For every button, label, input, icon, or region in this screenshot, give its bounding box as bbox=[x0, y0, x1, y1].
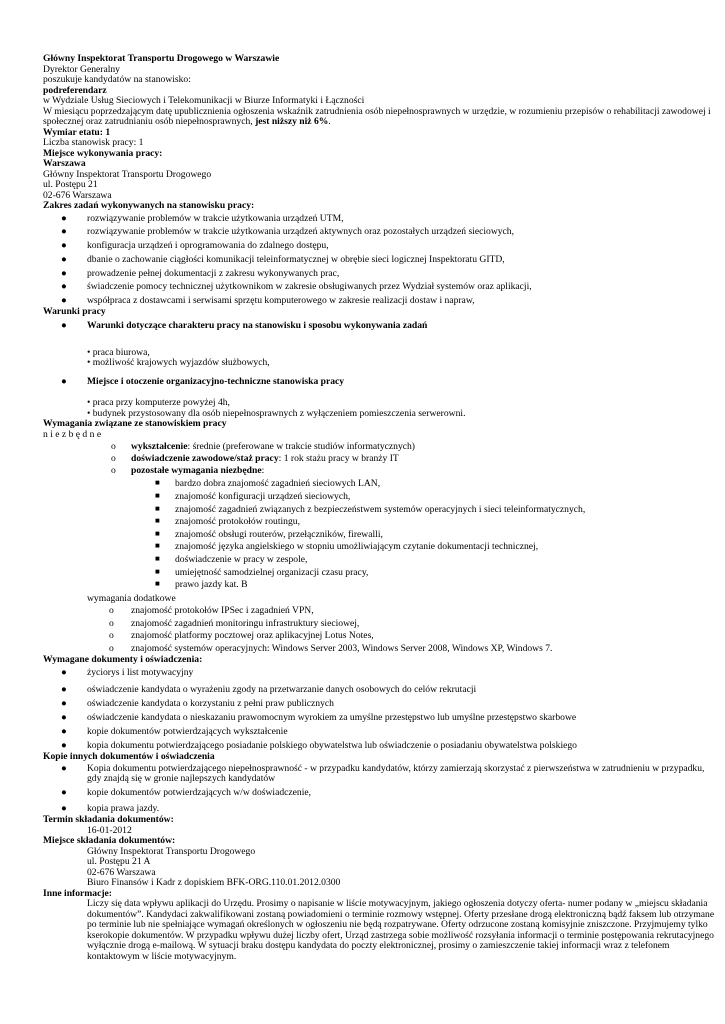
duty-text: rozwiązywanie problemów w trakcie użytkowania urządzeń aktywnych oraz pozostałych urządzeń sieciowych, bbox=[87, 226, 515, 238]
additional-list bbox=[43, 606, 683, 655]
list-item bbox=[43, 713, 683, 727]
circle-bullet-icon: o bbox=[109, 617, 114, 629]
bullet-icon: ● bbox=[61, 787, 67, 799]
submit-line-1: Główny Inspektorat Transportu Drogowego bbox=[87, 845, 256, 857]
location-line-1: Główny Inspektorat Transportu Drogowego bbox=[43, 168, 212, 180]
location-line-3: 02-676 Warszawa bbox=[43, 189, 112, 201]
square-bullet-icon: ■ bbox=[155, 541, 160, 551]
list-item bbox=[43, 644, 683, 655]
list-item bbox=[43, 668, 683, 685]
education-label: wykształcenie bbox=[131, 441, 188, 453]
square-bullet-icon: ■ bbox=[155, 490, 160, 500]
job-posting-document bbox=[43, 53, 715, 962]
spacer bbox=[43, 335, 683, 348]
experience-value: : 1 rok stażu pracy w branży IT bbox=[278, 453, 399, 465]
documents-label: Wymagane dokumenty i oświadczenia: bbox=[43, 653, 203, 665]
bullet-icon: ● bbox=[61, 281, 67, 293]
bullet-icon: ● bbox=[61, 253, 67, 265]
requirement-text: znajomość konfiguracji urządzeń sieciowych, bbox=[175, 490, 351, 502]
circle-bullet-icon: o bbox=[109, 630, 114, 642]
conditions-label: Warunki pracy bbox=[43, 306, 106, 318]
submit-line-4: Biuro Finansów i Kadr z dopiskiem BFK-ORG.110.01.2012.0300 bbox=[87, 877, 341, 889]
duty-text: prowadzenie pełnej dokumentacji z zakresu wykonywanych prac, bbox=[87, 267, 340, 279]
other-info-line: dokumentów”. Kandydaci zakwalifikowani zostaną powiadomieni o terminie rozmowy wstępnej. Oferty przesłane drogą elektroniczną bądź faksem lub otrzymane bbox=[87, 908, 715, 920]
requirement-text: znajomość systemów operacyjnych: Windows Server 2003, Windows Server 2008, Windows XP, Windows 7. bbox=[131, 642, 553, 654]
list-item bbox=[43, 727, 683, 741]
duty-text: rozwiązywanie problemów w trakcie użytkowania urządzeń UTM, bbox=[87, 212, 344, 224]
square-bullet-icon: ■ bbox=[155, 579, 160, 589]
square-bullet-icon: ■ bbox=[155, 566, 160, 576]
requirement-text: bardzo dobra znajomość zagadnień sieciowych LAN, bbox=[175, 478, 381, 490]
list-item bbox=[43, 542, 683, 555]
requirement-text: znajomość języka angielskiego w stopniu umożliwiającym czytanie dokumentacji technicznej, bbox=[175, 541, 539, 553]
square-bullet-icon: ■ bbox=[155, 503, 160, 513]
requirement-text: znajomość protokołów routingu, bbox=[175, 516, 300, 528]
list-item bbox=[43, 227, 683, 241]
requirements-label: Wymagania związane ze stanowiskiem pracy bbox=[43, 418, 227, 430]
other-info-line: wyłącznie drogą e-mailową. W sytuacji braku dostępu kandydata do poczty elektronicznej, prosimy o zamieszczenie takiej informacji wraz z telefonem bbox=[87, 940, 670, 952]
list-item bbox=[43, 788, 683, 804]
bullet-icon: ● bbox=[61, 726, 67, 738]
duties-list bbox=[43, 214, 683, 308]
deadline-date: 16-01-2012 bbox=[87, 824, 132, 836]
square-bullet-icon: ■ bbox=[155, 528, 160, 538]
requirement-text: znajomość zagadnień monitoringu infrastruktury sieciowej, bbox=[131, 617, 360, 629]
other-doc-text: Kopia dokumentu potwierdzającego niepełnosprawność - w przypadku kandydatów, którzy zamierzają skorzystać z pierwszeństwa w zatrudnieniu w przypadku, bbox=[87, 762, 705, 774]
other-info-line: kontaktowym w liście motywacyjnym. bbox=[87, 950, 237, 962]
bullet-icon: ● bbox=[61, 803, 67, 815]
condition-item: • praca biurowa, bbox=[87, 346, 150, 358]
other-info-line: Liczy się data wpływu aplikacji do Urzędu. Prosimy o napisanie w liście motywacyjnym, jakiego ogłoszenia dotyczy oferta- numer podany w „miejscu składania bbox=[87, 898, 708, 910]
required-label: n i e z b ę d n e bbox=[43, 428, 102, 440]
other-docs-list bbox=[43, 762, 705, 816]
director: Dyrektor Generalny bbox=[43, 63, 120, 75]
submit-line-3: 02-676 Warszawa bbox=[87, 866, 156, 878]
bullet-icon: ● bbox=[61, 267, 67, 279]
location-city: Warszawa bbox=[43, 158, 86, 169]
list-item bbox=[43, 296, 683, 307]
other-doc-text: kopie dokumentów potwierdzających w/w doświadczenie, bbox=[87, 787, 312, 799]
requirement-text: znajomość obsługi routerów, przełączników, firewalli, bbox=[175, 528, 383, 540]
work-time-label: Wymiar etatu: 1 bbox=[43, 126, 111, 138]
document-text: życiorys i list motywacyjny bbox=[87, 667, 194, 679]
conditions-heading-2 bbox=[43, 377, 683, 391]
disability-text: społecznej oraz zatrudnianiu osób niepełnosprawnych, bbox=[43, 116, 256, 127]
square-bullet-icon: ■ bbox=[155, 516, 160, 526]
duty-text: współpraca z dostawcami i serwisami sprzętu komputerowego w zakresie realizacji dostaw i napraw, bbox=[87, 295, 475, 307]
position-title: podreferendarz bbox=[43, 84, 107, 96]
heading-text: Warunki dotyczące charakteru pracy na stanowisku i sposobu wykonywania zadań bbox=[87, 319, 428, 331]
list-item bbox=[43, 699, 683, 713]
other-requirements-label: pozostałe wymagania niezbędne bbox=[131, 465, 262, 477]
list-item bbox=[43, 282, 683, 296]
requirement-text: prawo jazdy kat. B bbox=[175, 579, 248, 591]
document-text: oświadczenie kandydata o nieskazaniu prawomocnym wyrokiem za umyślne przestępstwo lub umyślne przestępstwo skarbowe bbox=[87, 712, 577, 724]
heading-text: Miejsce i otoczenie organizacyjno-techniczne stanowiska pracy bbox=[87, 375, 345, 387]
other-info-line: po terminie lub nie spełniające wymagań określonych w ogłoszeniu nie będą rozpatrywane. Oferty odrzucone zostaną komisyjnie zniszczone. Przyjmujemy tylko bbox=[87, 919, 708, 931]
department: w Wydziale Usług Sieciowych i Telekomunikacji w Biurze Informatyki i Łączności bbox=[43, 95, 365, 106]
disability-end: . bbox=[328, 116, 331, 127]
conditions-section-2 bbox=[43, 377, 683, 391]
requirement-text: znajomość zagadnień związanych z bezpieczeństwem systemów operacyjnych i sieci teleinformatycznych, bbox=[175, 503, 586, 515]
list-item bbox=[43, 214, 683, 228]
requirement-text: doświadczenie w pracy w zespole, bbox=[175, 553, 308, 565]
other-info-label: Inne informacje: bbox=[43, 887, 113, 899]
document-text: kopie dokumentów potwierdzających wykształcenie bbox=[87, 726, 288, 738]
positions-count: Liczba stanowisk pracy: 1 bbox=[43, 137, 144, 148]
list-item bbox=[43, 685, 683, 699]
document-text: kopia dokumentu potwierdzającego posiadanie polskiego obywatelstwa lub oświadczenie o posiadaniu obywatelstwa polskiego bbox=[87, 740, 577, 752]
bullet-icon: ● bbox=[61, 375, 67, 387]
bullet-icon: ● bbox=[61, 226, 67, 238]
condition-item: • możliwość krajowych wyjazdów służbowych, bbox=[87, 357, 270, 369]
required-list bbox=[43, 442, 683, 478]
list-item bbox=[43, 741, 683, 752]
other-info-line: kserokopie dokumentów. W przypadku wpływu dużej liczby ofert, Urząd zastrzega sobie możliwość rozsyłania informacji o terminie postępowania rekrutacyjnego bbox=[87, 929, 714, 941]
square-bullet-icon: ■ bbox=[155, 553, 160, 563]
condition-item: • praca przy komputerze powyżej 4h, bbox=[87, 397, 230, 409]
bullet-icon: ● bbox=[61, 762, 67, 774]
circle-bullet-icon: o bbox=[111, 465, 116, 477]
document-text: oświadczenie kandydata o korzystaniu z pełni praw publicznych bbox=[87, 698, 334, 710]
list-item bbox=[43, 255, 683, 269]
list-item bbox=[43, 762, 705, 775]
documents-list bbox=[43, 668, 683, 752]
list-item bbox=[43, 479, 683, 492]
bullet-icon: ● bbox=[61, 698, 67, 710]
disability-line-1: W miesiącu poprzedzającym datę upublicznienia ogłoszenia wskaźnik zatrudnienia osób niepełnosprawnych w urzędzie, w rozumieniu przepisów o rehabilitacji zawodowej i bbox=[43, 105, 711, 117]
requirement-text: umiejętność samodzielnej organizacji czasu pracy, bbox=[175, 566, 369, 578]
list-item bbox=[43, 466, 683, 478]
other-doc-text: kopia prawa jazdy. bbox=[87, 803, 160, 815]
bullet-icon: ● bbox=[61, 740, 67, 752]
other-docs-label: Kopie innych dokumentów i oświadczenia bbox=[43, 751, 215, 763]
bullet-icon: ● bbox=[61, 712, 67, 724]
duties-label: Zakres zadań wykonywanych na stanowisku pracy: bbox=[43, 200, 255, 211]
list-item bbox=[43, 241, 683, 255]
duty-text: konfiguracja urządzeń i oprogramowania do zdalnego dostępu, bbox=[87, 240, 329, 252]
circle-bullet-icon: o bbox=[109, 605, 114, 617]
additional-label: wymagania dodatkowe bbox=[87, 592, 176, 604]
experience-label: doświadczenie zawodowe/staż pracy bbox=[131, 453, 279, 465]
deadline-label: Termin składania dokumentów: bbox=[43, 814, 174, 826]
document-text: oświadczenie kandydata o wyrażeniu zgody na przetwarzanie danych osobowych do celów rekrutacji bbox=[87, 684, 477, 696]
circle-bullet-icon: o bbox=[111, 453, 116, 465]
bullet-icon: ● bbox=[61, 212, 67, 224]
submit-place-label: Miejsce składania dokumentów: bbox=[43, 835, 176, 847]
location-label: Miejsce wykonywania pracy: bbox=[43, 147, 163, 159]
list-item bbox=[43, 505, 683, 518]
seeks-text: poszukuje kandydatów na stanowisko: bbox=[43, 74, 191, 85]
conditions-heading-1 bbox=[43, 321, 683, 335]
bullet-icon: ● bbox=[61, 319, 67, 331]
disability-line-2 bbox=[43, 117, 683, 128]
list-item bbox=[43, 580, 683, 593]
bullet-icon: ● bbox=[61, 295, 67, 307]
circle-bullet-icon: o bbox=[111, 441, 116, 453]
bullet-icon: ● bbox=[61, 240, 67, 252]
requirement-text: znajomość platformy pocztowej oraz aplikacyjnej Lotus Notes, bbox=[131, 630, 374, 642]
bullet-icon: ● bbox=[61, 684, 67, 696]
circle-bullet-icon: o bbox=[109, 642, 114, 654]
condition-item: • budynek przystosowany dla osób niepełnosprawnych z wyłączeniem pomieszczenia serwerowni. bbox=[87, 407, 466, 419]
conditions-section-1 bbox=[43, 321, 683, 335]
duty-text: świadczenie pomocy technicznej użytkownikom w zakresie obsługiwanych przez Wydział systemów oraz aplikacji, bbox=[87, 281, 532, 293]
other-requirements-list bbox=[43, 479, 683, 592]
list-item bbox=[43, 804, 683, 815]
org-name: Główny Inspektorat Transportu Drogowego w Warszawie bbox=[43, 53, 280, 64]
list-item bbox=[43, 568, 683, 581]
submit-line-2: ul. Postępu 21 A bbox=[87, 856, 151, 868]
bullet-icon: ● bbox=[61, 667, 67, 679]
duty-text: dbanie o zachowanie ciągłości komunikacji teleinformatycznej w obrębie sieci logicznej Inspektoratu GITD, bbox=[87, 253, 505, 265]
location-line-2: ul. Postępu 21 bbox=[43, 179, 98, 190]
other-doc-continuation: gdy znajdą się w gronie najlepszych kandydatów bbox=[87, 773, 276, 785]
other-requirements-colon: : bbox=[261, 465, 265, 477]
disability-rate: jest niższy niż 6% bbox=[255, 116, 329, 127]
requirement-text: znajomość protokołów IPSec i zagadnień VPN, bbox=[131, 605, 314, 617]
education-value: : średnie (preferowane w trakcie studiów informatycznych) bbox=[187, 441, 415, 453]
square-bullet-icon: ■ bbox=[155, 478, 160, 488]
list-item bbox=[43, 269, 683, 283]
